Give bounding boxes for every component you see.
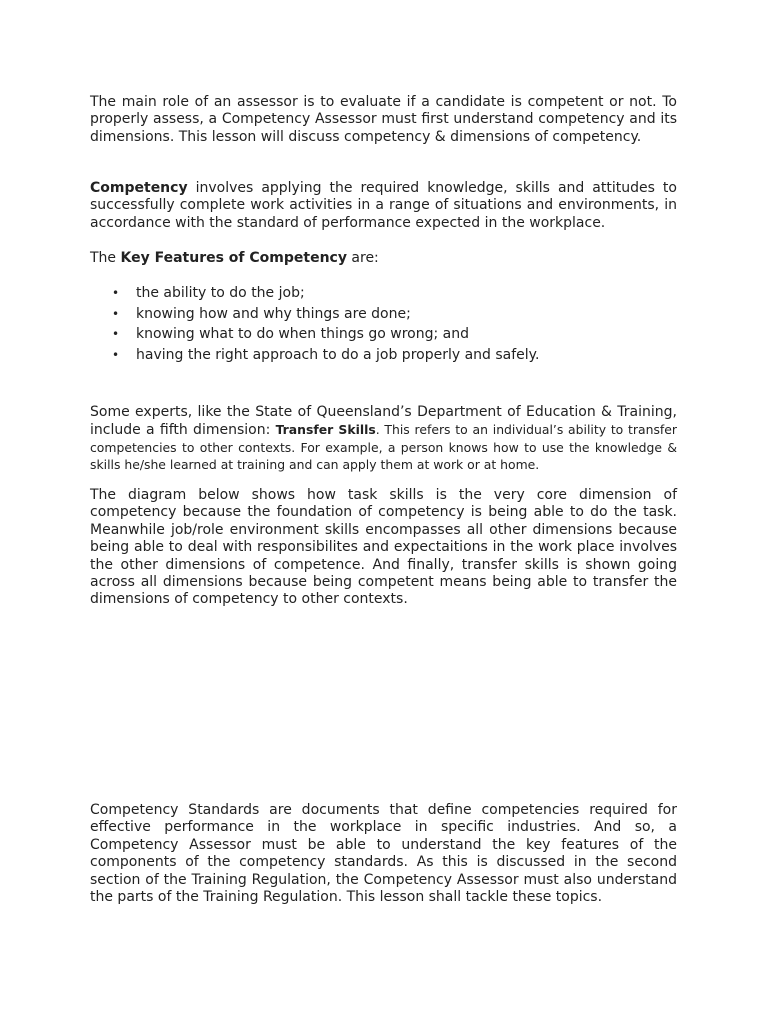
transfer-skills-term: Transfer Skills <box>275 422 376 438</box>
transfer-skills-paragraph <box>90 404 677 475</box>
competency-term: Competency <box>90 180 188 196</box>
key-features-title: Key Features of Competency <box>120 250 347 266</box>
list-item <box>90 347 677 368</box>
list-item <box>90 306 677 327</box>
list-item-text: the ability to do the job; <box>136 285 305 301</box>
bullet-icon: • <box>112 286 120 300</box>
list-item <box>90 285 677 306</box>
key-features-list <box>90 285 677 367</box>
list-item-text: knowing how and why things are done; <box>136 305 411 322</box>
bullet-icon: • <box>112 327 120 341</box>
experts-lead: Some experts, like the State of Queensland’s Department of Education & Training, include a fifth dimension: <box>90 404 677 439</box>
bullet-icon: • <box>112 306 120 321</box>
competency-standards-paragraph: Competency Standards are documents that define competencies required for effective performance in the workplace in specific industries. And so, a Competency Assessor must be able to understand the key features of the components of the competency standards. As this is discussed in the second section of the Training Regulation, the Competency Assessor must also understand the parts of the Training Regulation. This lesson shall tackle these topics. <box>90 802 677 906</box>
key-features-prefix: The <box>90 250 121 266</box>
bullet-icon: • <box>112 347 120 362</box>
key-features-suffix: are: <box>346 250 379 266</box>
diagram-description-paragraph: The diagram below shows how task skills is the very core dimension of competency because the foundation of competency is being able to do the task. Meanwhile job/role environment skills encompasses all other dimensions because being able to deal with responsibilites and expectaitions in the work place involves the other dimensions of competence. And finally, transfer skills is shown going across all dimensions because being competent means being able to transfer the dimensions of competency to other contexts. <box>90 487 677 608</box>
intro-paragraph: The main role of an assessor is to evaluate if a candidate is competent or not. To properly assess, a Competency Assessor must first understand competency and its dimensions. This lesson will discuss competency & dimensions of competency. <box>90 94 677 145</box>
list-item-text: knowing what to do when things go wrong; and <box>136 326 469 342</box>
competency-definition-paragraph <box>90 180 677 232</box>
list-item-text: having the right approach to do a job properly and safely. <box>136 346 540 363</box>
transfer-skills-detail: . This refers to an individual’s ability to transfer competencies to other contexts. For example, a person knows how to use the knowledge & skills he/she learned at training and can apply them at work or at home. <box>90 422 677 473</box>
competency-definition: involves applying the required knowledge, skills and attitudes to successfully complete work activities in a range of situations and environments, in accordance with the standard of performance expected in the workplace. <box>90 180 677 231</box>
key-features-heading <box>90 250 677 267</box>
list-item <box>90 326 677 347</box>
diagram-placeholder <box>90 620 677 790</box>
